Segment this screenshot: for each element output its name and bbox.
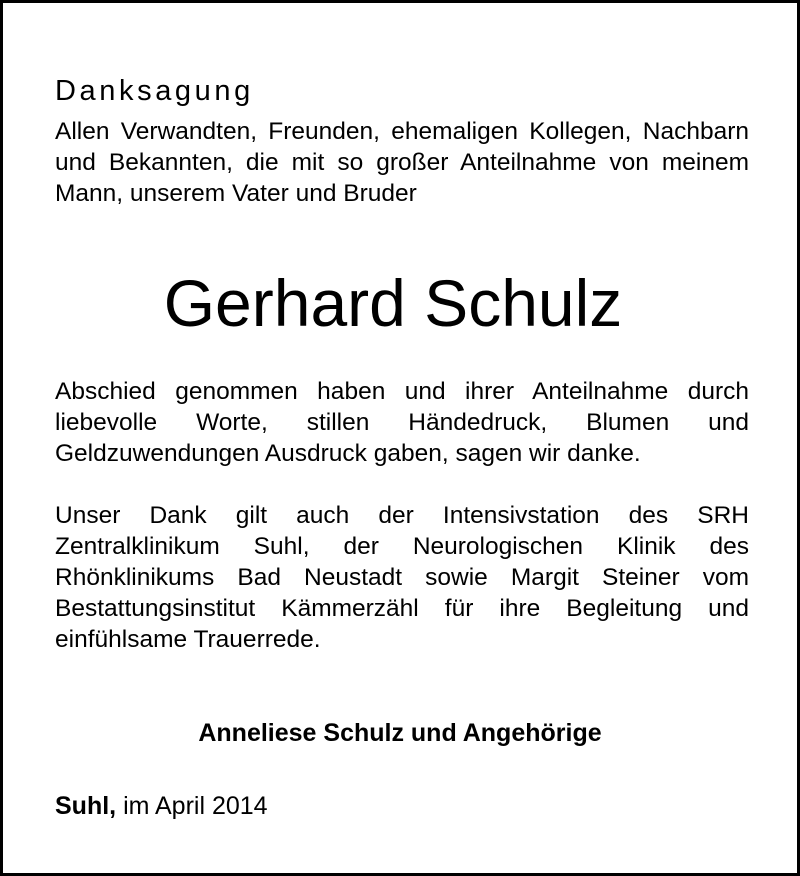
- intro-paragraph: Allen Verwandten, Freunden, ehemaligen Kollegen, Nachbarn und Bekannten, die mit so großer Anteilnahme von meinem Mann, unserem Vater und Bruder: [55, 118, 749, 207]
- place-date-line: [55, 788, 268, 824]
- deceased-name: Gerhard Schulz: [163, 266, 623, 340]
- date: im April 2014: [123, 792, 268, 820]
- signature: Anneliese Schulz und Angehörige: [198, 719, 602, 747]
- notice-heading: Danksagung: [55, 75, 254, 107]
- place: Suhl,: [55, 792, 117, 820]
- thanks-paragraph: Abschied genommen haben und ihrer Anteilnahme durch liebevolle Worte, stillen Händedruck, Blumen und Geldzuwendungen Ausdruck gaben, sagen wir danke.: [55, 378, 749, 467]
- special-thanks-paragraph: Unser Dank gilt auch der Intensivstation des SRH Zentralklinikum Suhl, der Neurologischen Klinik des Rhönklinikums Bad Neustadt sowie Margit Steiner vom Bestattungsinstitut Kämmerzähl für ihre Begleitung und einfühlsame Trauerrede.: [55, 502, 749, 653]
